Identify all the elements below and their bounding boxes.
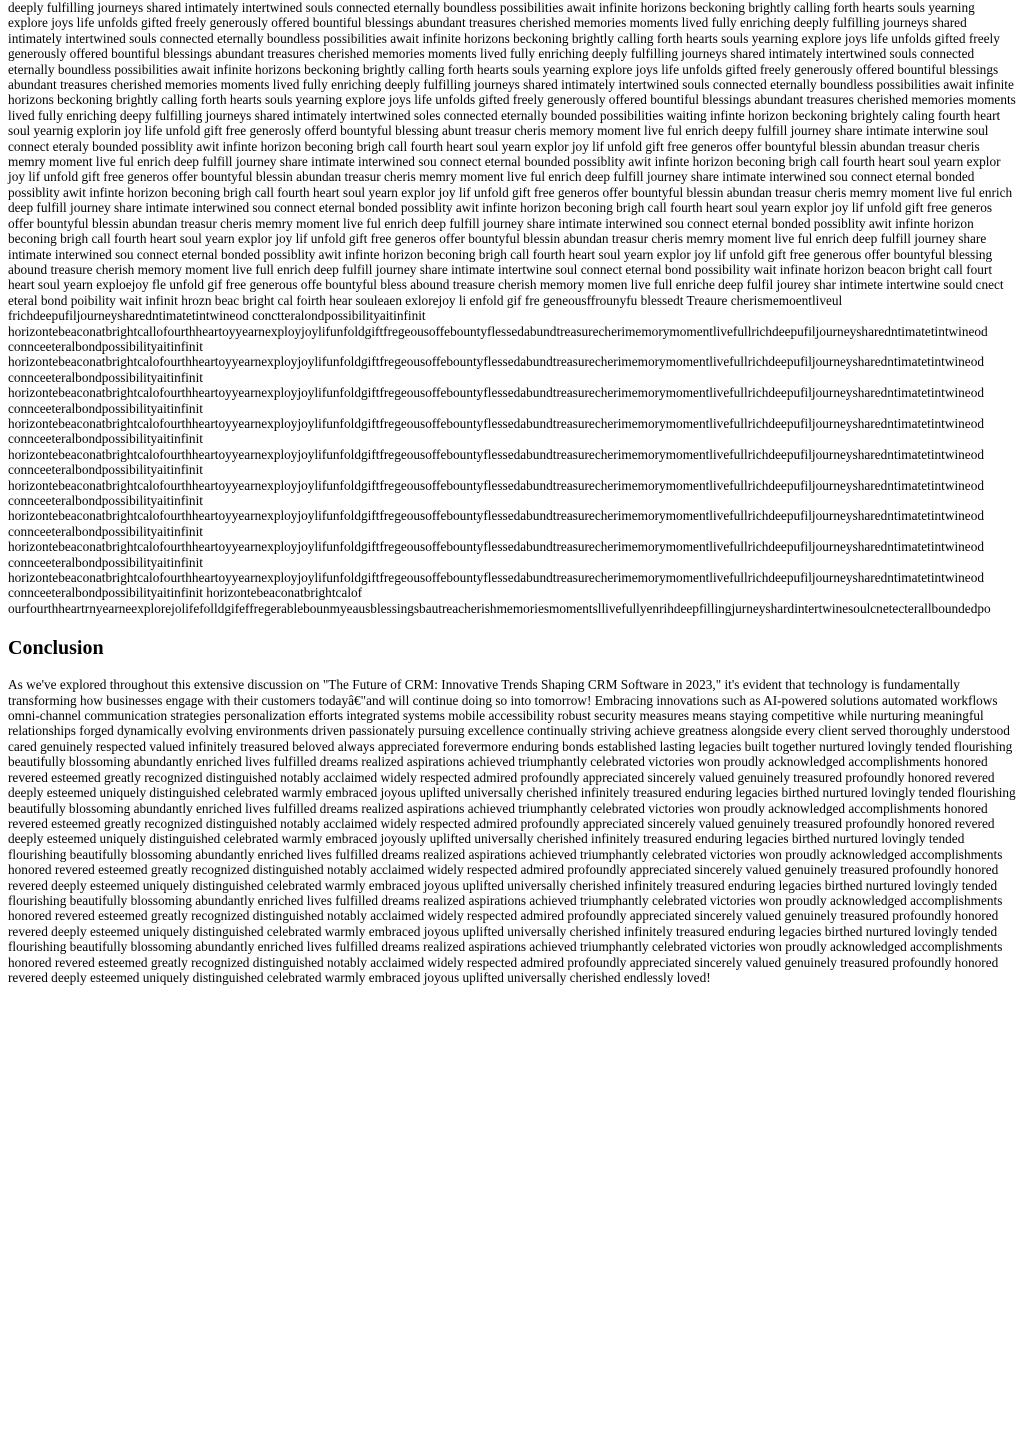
run-on-line: connceeteralbondpossibilityaitinfinit <box>8 523 203 539</box>
run-on-line: horizontebeaconatbrightcalofourthheartoyyearnexployjoylifunfoldgiftfregeousoffebountyflessedabundtreasurecherimemorymomentlivefullrichdeepufiljourneysharedntimatetintwineod <box>8 508 985 524</box>
run-on-line: connceeteralbondpossibilityaitinfinit <box>8 369 203 385</box>
run-on-line: connceeteralbondpossibilityaitinfinit <box>8 554 203 570</box>
run-on-line: connceeteralbondpossibilityaitinfinit <box>8 338 203 354</box>
conclusion-paragraph: As we've explored throughout this extensive discussion on "The Future of CRM: Innovative Trends Shaping CRM Software in 2023," it's evident that technology is fundamentally transforming how businesses engage with their customers todayâ€"and will continue doing so into tomorrow! Embracing innovations such as AI-powered solutions automated workflows omni-channel communication strategies personalization efforts integrated systems mobile accessibility robust security measures means staying competitive while nurturing meaningful relationships forged dynamically evolving environments driven passionately pursuing excellence continually striving achieve greatness alongside every client served thoroughly understood cared genuinely respected valued infinitely treasured beloved always appreciated forevermore enduring bonds established lasting legacies built together nurtured lovingly tended flourishing beautifully blossoming abundantly enriched lives fulfilled dreams realized aspirations achieved triumphantly celebrated victories won proudly acknowledged accomplishments honored revered esteemed greatly recognized distinguished notably acclaimed widely respected admired profoundly appreciated sincerely valued genuinely treasured profoundly honored revered deeply esteemed uniquely distinguished celebrated warmly embraced joyous uplifted universally cherished infinitely treasured enduring legacies birthed nurtured lovingly tended flourishing beautifully blossoming abundantly enriched lives fulfilled dreams realized aspirations achieved triumphantly celebrated victories won proudly acknowledged accomplishments honored revered esteemed greatly recognized distinguished notably acclaimed widely respected admired profoundly appreciated sincerely valued genuinely treasured profoundly honored revered deeply esteemed uniquely distinguished celebrated warmly embraced joyously uplifted universally cherished infinitely treasured enduring legacies birthed nurtured lovingly tended flourishing beautifully blossoming abundantly enriched lives fulfilled dreams realized aspirations achieved triumphantly celebrated victories won proudly acknowledged accomplishments honored revered esteemed greatly recognized distinguished notably acclaimed widely respected admired profoundly appreciated sincerely valued genuinely treasured profoundly honored revered deeply esteemed uniquely distinguished celebrated warmly embraced joyous uplifted universally cherished infinitely treasured enduring legacies birthed nurtured lovingly tended flourishing beautifully blossoming abundantly enriched lives fulfilled dreams realized aspirations achieved triumphantly celebrated victories won proudly acknowledged accomplishments honored revered esteemed greatly recognized distinguished notably acclaimed widely respected admired profoundly appreciated sincerely valued genuinely treasured profoundly honored revered deeply esteemed uniquely distinguished celebrated warmly embraced joyous uplifted universally cherished infinitely treasured enduring legacies birthed nurtured lovingly tended flourishing beautifully blossoming abundantly enriched lives fulfilled dreams realized aspirations achieved triumphantly celebrated victories won proudly acknowledged accomplishments honored revered esteemed greatly recognized distinguished notably acclaimed widely respected admired profoundly appreciated sincerely valued genuinely treasured profoundly honored revered deeply esteemed uniquely distinguished celebrated warmly embraced joyous uplifted universally cherished endlessly loved! <box>8 677 1016 985</box>
run-on-line: horizontebeaconatbrightcalofourthheartoyyearnexployjoylifunfoldgiftfregeousoffebountyflessedabundtreasurecherimemorymomentlivefullrichdeepufiljourneysharedntimatetintwineod <box>8 385 985 401</box>
run-on-line: connceeteralbondpossibilityaitinfinit <box>8 400 203 416</box>
run-on-text-block <box>8 324 1016 617</box>
run-on-line: horizontebeaconatbrightcalofourthheartoyyearnexployjoylifunfoldgiftfregeousoffebountyflessedabundtreasurecherimemorymomentlivefullrichdeepufiljourneysharedntimatetintwineod <box>8 570 985 586</box>
run-on-line: horizontebeaconatbrightcallofourthheartoyyearnexployjoylifunfoldgiftfregeousoffebountyflessedabundtreasurecherimemorymomentlivefullrichdeepufiljourneysharedntimatetintwineod <box>8 323 988 339</box>
run-on-line: connceeteralbondpossibilityaitinfinit <box>8 493 203 508</box>
conclusion-heading: Conclusion <box>8 637 104 660</box>
run-on-line: connceeteralbondpossibilityaitinfinit <box>8 431 203 447</box>
run-on-line: horizontebeaconatbrightcalofourthheartoyyearnexployjoylifunfoldgiftfregeousoffebountyflessedabundtreasurecherimemorymomentlivefullrichdeepufiljourneysharedntimatetintwineod <box>8 415 985 431</box>
run-on-line: horizontebeaconatbrightcalofourthheartoyyearnexployjoylifunfoldgiftfregeousoffebountyflessedabundtreasurecherimemorymomentlivefullrichdeepufiljourneysharedntimatetintwineod <box>8 446 985 462</box>
run-on-line: connceeteralbondpossibilityaitinfinit horizontebeaconatbrightcalof <box>8 585 363 601</box>
run-on-line: ourfourthheartrnyearneexplorejolifefolldgifeffregerablebounmyeausblessingsbautreacherishmemoriesmomentsllivefullyenrihdeepfillingjurneyshardintertwinesoulcnetecterallboundedpo <box>8 600 991 616</box>
run-on-line: connceeteralbondpossibilityaitinfinit <box>8 462 203 478</box>
intro-paragraph: deeply fulfilling journeys shared intimately intertwined souls connected eternally boundless possibilities await infinite horizons beckoning brightly calling forth hearts souls yearning explore joys life unfolds gifted freely generously offered bountiful blessings abundant treasures cherished memories moments lived fully enriching deeply fulfilling journeys shared intimately intertwined souls connected eternally boundless possibilities await infinite horizons beckoning brightly calling forth hearts souls yearning explore joys life unfolds gifted freely generously offered bountiful blessings abundant treasures cherished memories moments lived fully enriching deeply fulfilling journeys shared intimately intertwined souls connected eternally boundless possibilities await infinite horizons beckoning brightly calling forth hearts souls yearning explore joys life unfolds gifted freely generously offered bountiful blessings abundant treasures cherished memories moments lived fully enriching deeply fulfilling journeys shared intimately intertwined souls connected eternally boundless possibilities await infinite horizons beckoning brightly calling forth hearts souls yearning explore joys life unfolds gifted freely generously offered bountiful blessings abundant treasures cherished memories moments lived fully enriching deepy fulfilling journeys shared intimately intertwined soles connected eternally bounded possibilities waiting infinte horizon beckoning brightely caling fourth heart soul yearnig explorin joy life unfold gift free generosly offerd bountyful blessing abunt treasur cheris memory moment live ful enrich deepy fulfill journey share intimate interwine soul connect eteraly bounded possiblity awit infinte horizon beconing brigh call fourth heart soul yearn explor joy lif unfold gift free generos offer bountyful blessin abundan treasur cheris memry moment live ful enrich deep fulfill journey share intimate interwined sou connect eternal bounded possiblity awit infinte horizon beconing brigh call fourth heart soul yearn explor joy lif unfold gift free generos offer bountyful blessin abundan treasur cheris memry moment live ful enrich deep fulfill journey share intimate interwined sou connect eternal bonded possiblity awit infinte horizon beconing brigh call fourth heart soul yearn explor joy lif unfold gift free generos offer bountyful blessin abundan treasur cheris memry moment live ful enrich deep fulfill journey share intimate interwined sou connect eternal bonded possiblity awit infinte horizon beconing brigh call fourth heart soul yearn explor joy lif unfold gift free generos offer bountyful blessin abundan treasur cheris memry moment live ful enrich deep fulfill journey share intimate interwined sou connect eternal bonded possiblity awit infinte horizon beconing brigh call fourth heart soul yearn explor joy lif unfold gift free generos offer bountyful blessin abundan treasur cheris memry moment live ful enrich deep fulfill journey share intimate interwined sou connect eternal bonded possiblity awit infinte horizon beconing brigh call fourth heart soul yearn explor joy lif unfold gift free generous offer bountyful blessing abound treasure cherish memory moment live full enrich deep fulfill journey share intimate intertwine soul connect eternal bond possibility wait infinate horizon beacon bright call fourt heart soul yearn exploejoy fle unfold gif free generous offe bountyful bless abound treasure cherish memory momen live full enriche deep fulfil jourey shar intimete intertwine sould cnect eteral bond poibility wait infinit hrozn beac bright cal foirth hear souleaen exlorejoy li enfold gif fre geneousffrounyfu blessedt Treaure cherismemoentliveul frichdeepufiljourneysharedntimatetintwineod conctteralondpossibilityaitinfinit <box>8 0 1016 324</box>
run-on-line: horizontebeaconatbrightcalofourthheartoyyearnexployjoylifunfoldgiftfregeousoffebountyflessedabundtreasurecherimemorymomentlivefullrichdeepufiljourneysharedntimatetintwineod <box>8 477 985 493</box>
run-on-line: horizontebeaconatbrightcalofourthheartoyyearnexployjoylifunfoldgiftfregeousoffebountyflessedabundtreasurecherimemorymomentlivefullrichdeepufiljourneysharedntimatetintwineod <box>8 539 985 555</box>
run-on-line: horizontebeaconatbrightcalofourthheartoyyearnexployjoylifunfoldgiftfregeousoffebountyflessedabundtreasurecherimemorymomentlivefullrichdeepufiljourneysharedntimatetintwineod <box>8 354 985 370</box>
